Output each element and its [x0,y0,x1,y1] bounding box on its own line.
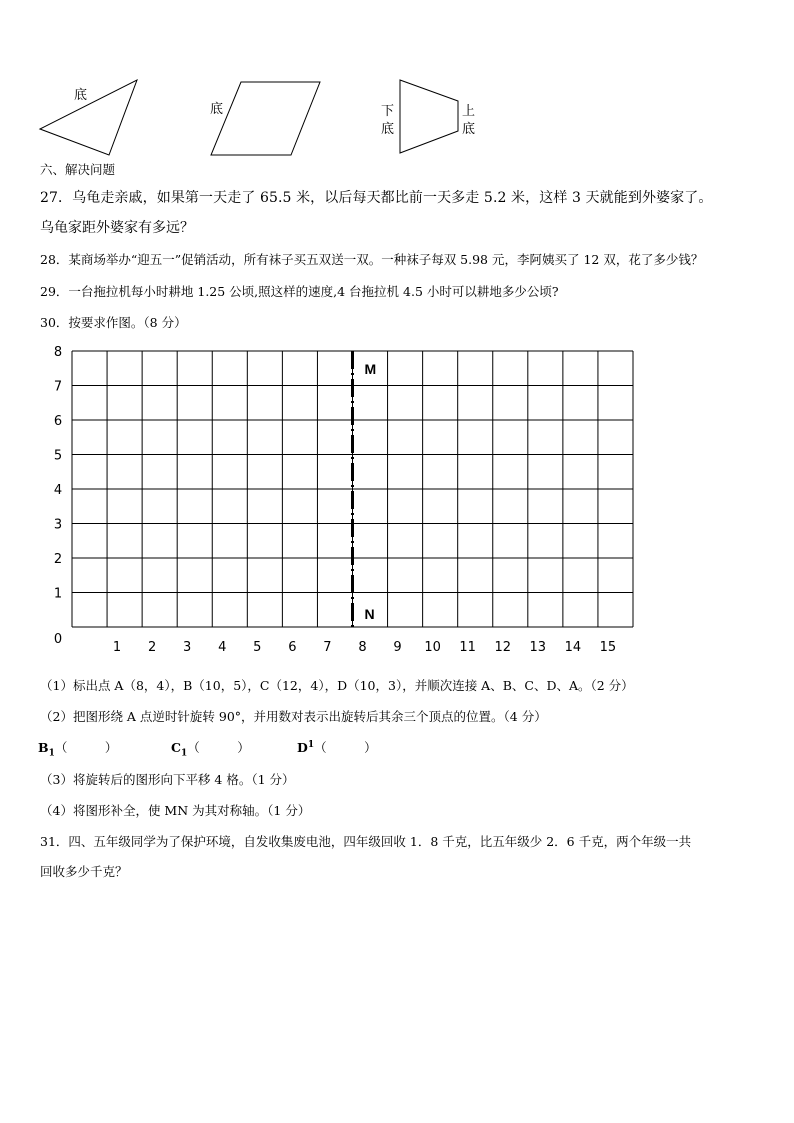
x-axis-tick-label: 2 [147,640,157,655]
triangle-shape [40,80,137,155]
trapezoid-lower-base-label-1: 下 [381,104,395,119]
answer-d1-superscript: 1 [307,739,315,750]
parallelogram-shape [211,82,320,155]
answer-c1-blank[interactable]: （ ） [187,740,250,755]
y-axis-tick-label: 6 [53,414,63,429]
answer-b1-label: B [38,740,49,755]
x-axis-tick-label: 3 [183,640,192,655]
y-axis-tick-label: 7 [53,379,63,395]
question-30-part-4: （4）将图形补全，使 MN 为其对称轴。（1 分） [40,803,311,818]
answer-c1-subscript: 1 [180,748,188,759]
origin-label: 0 [53,632,63,647]
question-30-part-3: （3）将旋转后的图形向下平移 4 格。（1 分） [40,772,295,787]
coordinate-grid [0,340,794,660]
y-axis-tick-label: 8 [53,345,63,360]
answer-c1-label: C [171,740,181,755]
answer-b1-subscript: 1 [48,748,55,759]
question-30-part-1: （1）标出点 A（8，4），B（10，5），C（12，4），D（10，3），并顺次连接 A、B、C、D、A。（2 分） [40,678,634,693]
x-axis-tick-label: 8 [358,640,367,655]
question-28: 28．某商场举办“迎五一”促销活动，所有袜子买五双送一双。一种袜子每双 5.98 元，李阿姨买了 12 双，花了多少钱？ [40,252,704,267]
question-27-line-1: 27．乌龟走亲戚，如果第一天走了 65.5 米，以后每天都比前一天多走 5.2 米，这样 3 天就能到外婆家了。 [40,190,713,206]
question-31-line-2: 回收多少千克？ [40,864,128,879]
section-title: 六、解决问题 [40,162,116,177]
question-31-line-1: 31．四、五年级同学为了保护环境，自发收集废电池，四年级回收 1．8 千克，比五年级少 2．6 千克，两个年级一共 [40,834,692,849]
axis-point-n-label: N [364,606,375,622]
y-axis-tick-label: 1 [53,586,63,602]
answer-d1-blank[interactable]: （ ） [314,740,377,755]
x-axis-tick-label: 12 [494,640,512,655]
y-axis-tick-label: 3 [53,517,63,533]
trapezoid-shape [400,80,458,153]
x-axis-tick-label: 4 [218,640,227,655]
parallelogram-base-label: 底 [210,102,224,117]
x-axis-tick-label: 1 [112,640,122,655]
question-30: 30．按要求作图。（8 分） [40,315,187,330]
triangle-base-label: 底 [74,88,88,103]
x-axis-tick-label: 9 [393,640,402,655]
x-axis-tick-label: 15 [599,640,617,655]
trapezoid-upper-base-label-1: 上 [462,104,476,119]
y-axis-tick-label: 4 [53,483,63,498]
y-axis-tick-label: 5 [53,448,63,464]
x-axis-tick-label: 13 [529,640,547,655]
answer-b1 [38,738,117,759]
x-axis-tick-label: 5 [253,640,262,655]
answer-d1 [297,738,377,756]
x-axis-tick-label: 7 [323,640,332,655]
geometry-shapes [0,0,794,165]
x-axis-tick-label: 6 [288,640,297,655]
y-axis-tick-label: 2 [53,552,63,567]
question-27-line-2: 乌龟家距外婆家有多远？ [40,220,194,236]
answer-b1-blank[interactable]: （ ） [54,740,118,755]
axis-point-m-label: M [364,361,377,377]
trapezoid-lower-base-label-2: 底 [381,122,395,137]
trapezoid-upper-base-label-2: 底 [462,122,476,137]
x-axis-tick-label: 14 [564,640,582,655]
question-30-part-2: （2）把图形绕 A 点逆时针旋转 90°，并用数对表示出旋转后其余三个顶点的位置。（4 分） [40,709,547,724]
answer-c1 [171,738,250,759]
answer-d1-label: D [297,740,308,755]
x-axis-tick-label: 11 [459,640,476,655]
question-29: 29．一台拖拉机每小时耕地 1.25 公顷,照这样的速度,4 台拖拉机 4.5 小时可以耕地多少公顷? [40,284,559,299]
x-axis-tick-label: 10 [424,640,441,655]
